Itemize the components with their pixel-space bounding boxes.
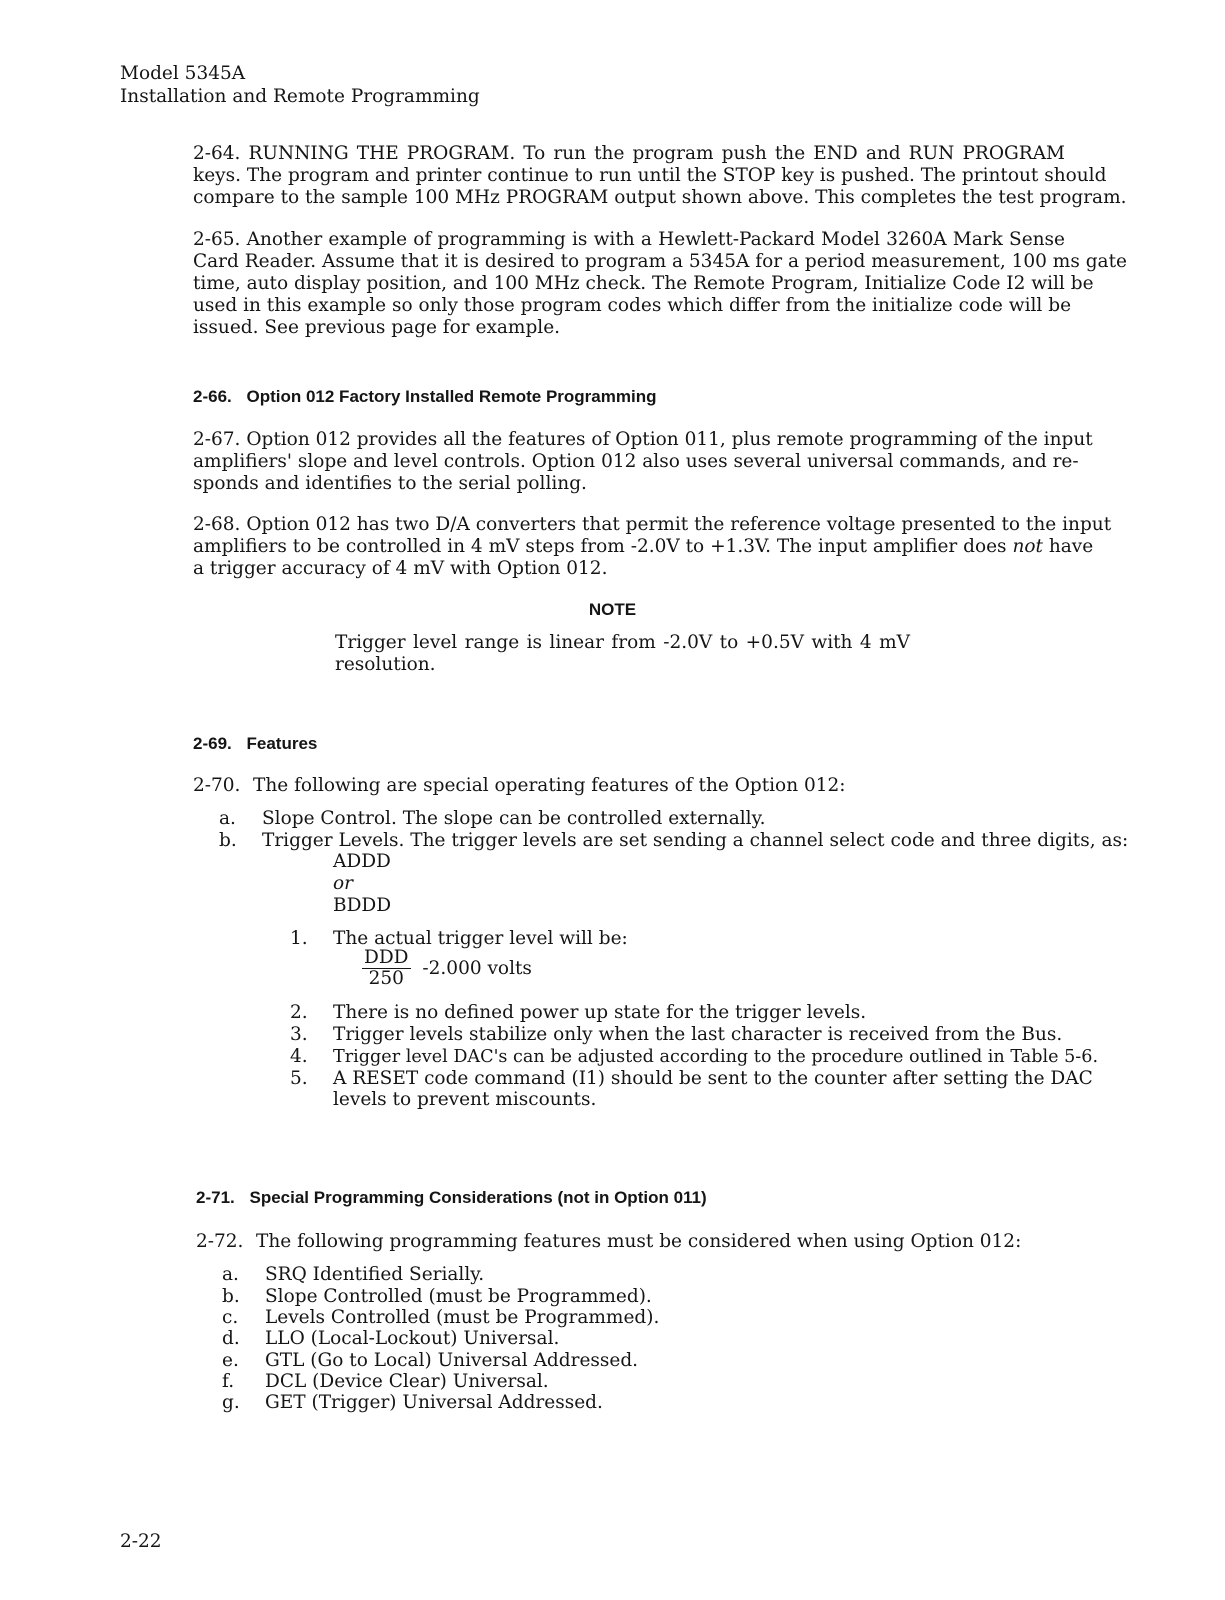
paragraph-2-67 bbox=[193, 429, 1093, 495]
list-label: b. bbox=[222, 1286, 240, 1307]
section-heading-2-66 bbox=[193, 387, 656, 407]
fraction-numerator: DDD bbox=[364, 947, 409, 968]
sub-item-text: Trigger levels stabilize only when the last character is received from the Bus. bbox=[333, 1024, 1063, 1045]
note-title: NOTE bbox=[588, 600, 637, 619]
formula-rest: -2.000 volts bbox=[422, 957, 532, 979]
sub-item-number: 4. bbox=[290, 1046, 308, 1067]
list-item-text: LLO (Local-Lockout) Universal. bbox=[265, 1328, 560, 1349]
paragraph-line: amplifiers' slope and level controls. Option 012 also uses several universal commands, and re- bbox=[193, 451, 1079, 472]
paragraph-2-72-text: The following programming features must be considered when using Option 012: bbox=[256, 1231, 1022, 1252]
heading-title: Special Programming Considerations (not in Option 011) bbox=[249, 1188, 707, 1207]
paragraph-line: Card Reader. Assume that it is desired to program a 5345A for a period measurement, 100 ms gate bbox=[193, 251, 1127, 272]
note-line: resolution. bbox=[335, 654, 436, 675]
list-label: g. bbox=[222, 1392, 240, 1413]
sub-item-number: 5. bbox=[290, 1068, 308, 1089]
heading-number: 2-69. bbox=[193, 734, 232, 753]
paragraph-line: 2-64. RUNNING THE PROGRAM. To run the program push the END and RUN PROGRAM bbox=[193, 143, 1065, 164]
list-item-text: Slope Controlled (must be Programmed). bbox=[265, 1286, 652, 1307]
sub-item-text: Trigger level DAC's can be adjusted according to the procedure outlined in Table 5-6. bbox=[333, 1047, 1099, 1067]
list-label: e. bbox=[222, 1350, 239, 1371]
paragraph-line: used in this example so only those program codes which differ from the initialize code will be bbox=[193, 295, 1072, 316]
trigger-formula bbox=[362, 948, 532, 989]
list-item-text: GET (Trigger) Universal Addressed. bbox=[265, 1392, 603, 1413]
paragraph-text: have bbox=[1042, 536, 1094, 557]
paragraph-text: amplifiers to be controlled in 4 mV steps from -2.0V to +1.3V. The input amplifier does bbox=[193, 536, 1013, 557]
heading-title: Option 012 Factory Installed Remote Programming bbox=[246, 387, 657, 406]
section-heading-2-69 bbox=[193, 734, 317, 754]
list-label: d. bbox=[222, 1328, 240, 1349]
header-model: Model 5345A bbox=[120, 63, 246, 84]
heading-number: 2-71. bbox=[196, 1188, 235, 1207]
paragraph-2-65 bbox=[193, 229, 1127, 339]
list-label: c. bbox=[222, 1307, 239, 1328]
sub-item-text: There is no defined power up state for the trigger levels. bbox=[333, 1002, 867, 1023]
paragraph-line: a trigger accuracy of 4 mV with Option 012. bbox=[193, 558, 608, 579]
paragraph-line: issued. See previous page for example. bbox=[193, 317, 561, 338]
note-body bbox=[335, 632, 910, 676]
sub-item-text-cont: levels to prevent miscounts. bbox=[333, 1089, 597, 1110]
list-item-text: DCL (Device Clear) Universal. bbox=[265, 1371, 549, 1392]
list-item-text: SRQ Identified Serially. bbox=[265, 1264, 485, 1285]
paragraph-2-68 bbox=[193, 514, 1112, 580]
list-label: f. bbox=[222, 1371, 235, 1392]
list-item-text: Slope Control. The slope can be controlled externally. bbox=[262, 808, 766, 829]
list-label: a. bbox=[219, 808, 236, 829]
paragraph-line: time, auto display position, and 100 MHz check. The Remote Program, Initialize Code I2 will be bbox=[193, 273, 1094, 294]
paragraph-line: sponds and identifies to the serial polling. bbox=[193, 473, 587, 494]
note-line: Trigger level range is linear from -2.0V to +0.5V with 4 mV bbox=[335, 632, 910, 653]
page-number: 2-22 bbox=[120, 1531, 162, 1552]
list-label: b. bbox=[219, 830, 237, 851]
fraction-denominator: 250 bbox=[368, 968, 404, 989]
code-or: or bbox=[333, 873, 353, 894]
sub-item-text: A RESET code command (I1) should be sent to the counter after setting the DAC bbox=[333, 1068, 1093, 1089]
paragraph-line: 2-67. Option 012 provides all the features of Option 011, plus remote programming of the input bbox=[193, 429, 1093, 450]
section-heading-2-71 bbox=[196, 1188, 707, 1208]
paragraph-line: 2-65. Another example of programming is with a Hewlett-Packard Model 3260A Mark Sense bbox=[193, 229, 1065, 250]
list-item-text: Trigger Levels. The trigger levels are set sending a channel select code and three digits, as: bbox=[262, 830, 1129, 851]
paragraph-2-64 bbox=[193, 143, 1127, 209]
paragraph-line: compare to the sample 100 MHz PROGRAM output shown above. This completes the test program. bbox=[193, 187, 1127, 208]
sub-item-number: 3. bbox=[290, 1024, 308, 1045]
sub-item-number: 1. bbox=[290, 928, 308, 949]
code-example: ADDD bbox=[333, 851, 391, 872]
code-example: BDDD bbox=[333, 895, 392, 916]
sub-item-text: The actual trigger level will be: bbox=[333, 928, 628, 949]
heading-number: 2-66. bbox=[193, 387, 232, 406]
list-item-text: GTL (Go to Local) Universal Addressed. bbox=[265, 1350, 639, 1371]
paragraph-2-72-number: 2-72. bbox=[196, 1231, 244, 1252]
paragraph-line: keys. The program and printer continue to run until the STOP key is pushed. The printout should bbox=[193, 165, 1107, 186]
paragraph-line: 2-68. Option 012 has two D/A converters that permit the reference voltage presented to the input bbox=[193, 514, 1112, 535]
header-section: Installation and Remote Programming bbox=[120, 86, 480, 107]
paragraph-2-70-text: The following are special operating features of the Option 012: bbox=[253, 775, 846, 796]
heading-title: Features bbox=[246, 734, 318, 753]
sub-item-number: 2. bbox=[290, 1002, 308, 1023]
list-label: a. bbox=[222, 1264, 239, 1285]
emphasis-not: not bbox=[1012, 536, 1043, 557]
fraction bbox=[362, 948, 411, 989]
paragraph-line bbox=[193, 536, 1094, 558]
list-item-text: Levels Controlled (must be Programmed). bbox=[265, 1307, 660, 1328]
paragraph-2-70-number: 2-70. bbox=[193, 775, 241, 796]
